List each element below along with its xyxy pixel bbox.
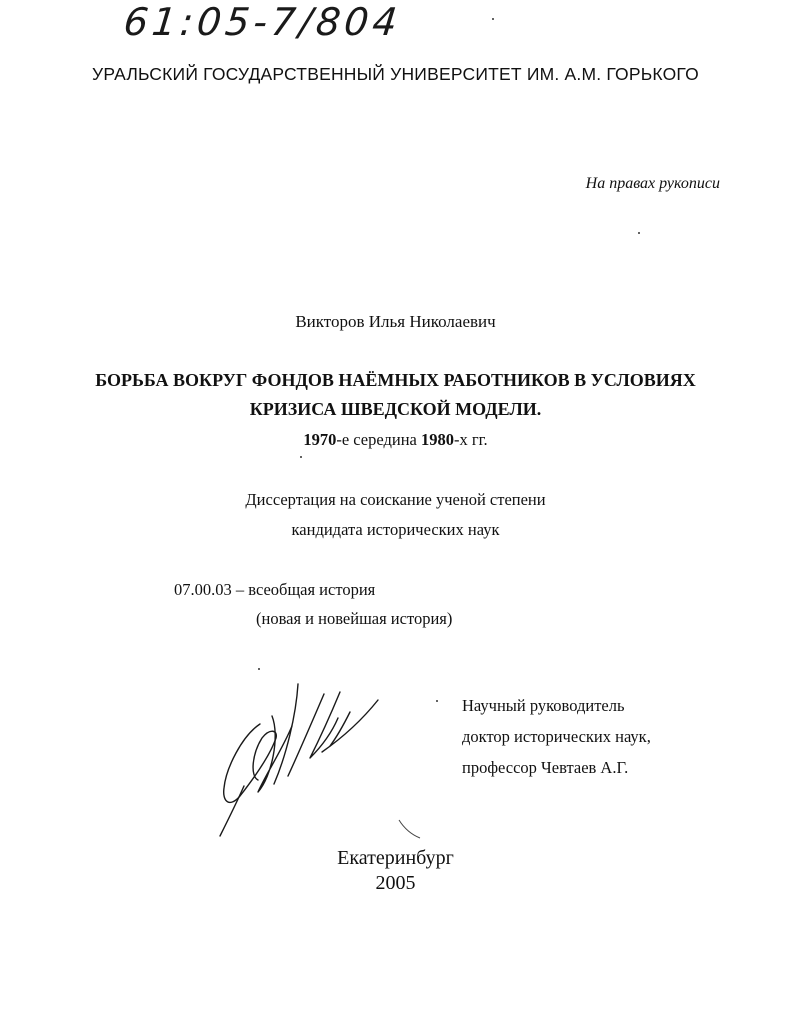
publication-city: Екатеринбург (337, 847, 454, 869)
dissertation-degree-line-2: кандидата исторических наук (291, 520, 500, 539)
manuscript-rights-note: На правах рукописи (585, 175, 720, 192)
scan-speck (492, 18, 494, 20)
supervisor-name: профессор Чевтаев А.Г. (462, 758, 629, 777)
signature-stroke-4 (310, 692, 340, 758)
author-name: Викторов Илья Николаевич (295, 312, 496, 331)
signature-stroke-2 (274, 684, 298, 784)
scan-speck (638, 232, 640, 234)
period-mid: -е середина (336, 430, 421, 449)
signature-stroke-loop (224, 724, 277, 802)
signature-scribble (212, 676, 392, 846)
signature-stroke-3 (288, 694, 324, 776)
publication-year: 2005 (375, 872, 416, 894)
scan-speck (436, 700, 438, 702)
university-heading: УРАЛЬСКИЙ ГОСУДАРСТВЕННЫЙ УНИВЕРСИТЕТ ИМ. А.М. ГОРЬКОГО (92, 64, 699, 84)
period-start: 1970 (303, 430, 337, 449)
period-tail: -х гг. (453, 430, 488, 449)
period-end: 1980 (420, 430, 454, 449)
dissertation-title-line-2: КРИЗИСА ШВЕДСКОЙ МОДЕЛИ. (249, 399, 542, 419)
dissertation-degree-line-1: Диссертация на соискание ученой степени (245, 490, 546, 509)
title-period (0, 430, 791, 450)
specialty-subtitle: (новая и новейшая история) (256, 609, 453, 628)
specialty-code: 07.00.03 – всеобщая история (174, 580, 376, 599)
pencil-tick-mark (396, 818, 426, 842)
scan-speck (300, 456, 302, 458)
supervisor-degree: доктор исторических наук, (462, 727, 651, 746)
scan-speck (258, 668, 260, 670)
archive-code-handwritten: 61:05-7/804 (121, 0, 404, 44)
signature-stroke-6 (322, 700, 378, 752)
supervisor-role: Научный руководитель (462, 696, 625, 715)
dissertation-title-line-1: БОРЬБА ВОКРУГ ФОНДОВ НАЁМНЫХ РАБОТНИКОВ В УСЛОВИЯХ (95, 370, 696, 390)
